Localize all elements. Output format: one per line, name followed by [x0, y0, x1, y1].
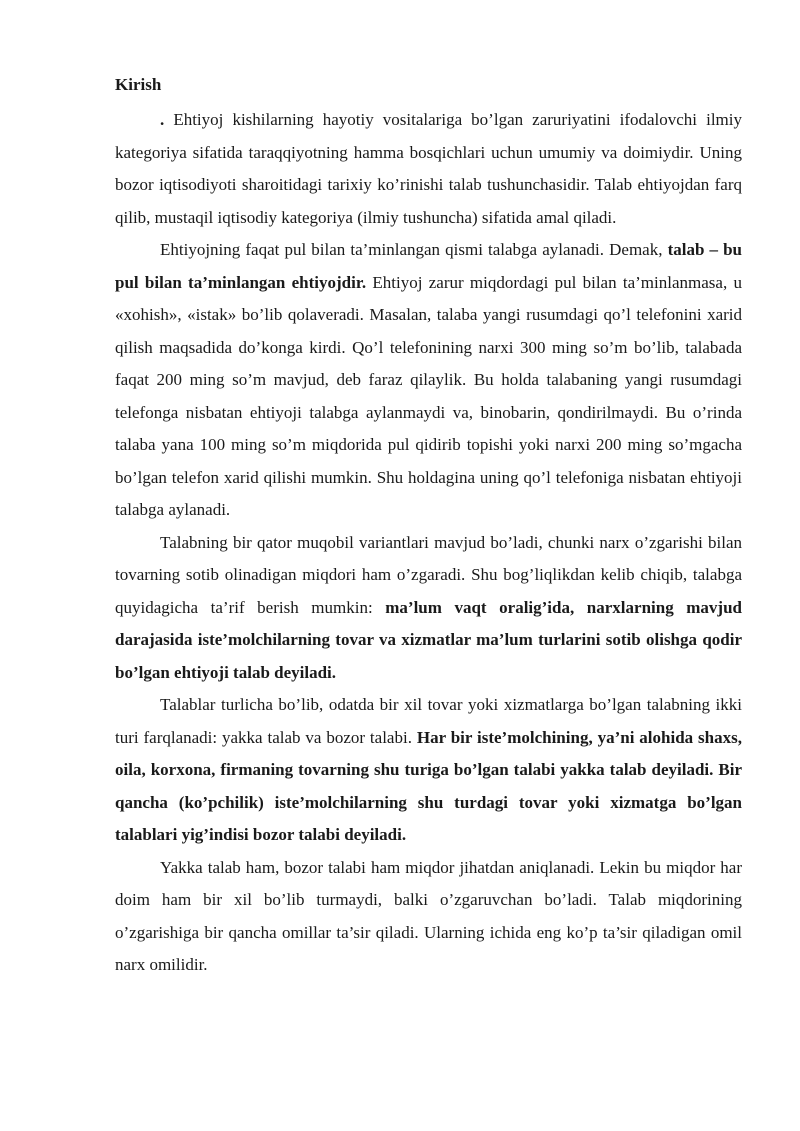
paragraph-1-text: Ehtiyoj kishilarning hayotiy vositalariga bo’lgan zaruriyatini ifodalovchi ilmiy kategoriya sifatida taraqqiyotning hamma bosqichlari uchun umumiy va doimiydir. Uning bozor iqtisodiyoti sharoitidagi tarixiy ko’rinishi talab tushunchasidir. Talab ehtiyojdan farq qilib, mustaqil iqtisodiy kategoriya (ilmiy tushuncha) sifatida amal qiladi. — [115, 110, 742, 227]
section-title: Kirish — [115, 75, 162, 94]
paragraph-1-marker: . — [160, 110, 174, 129]
paragraph-4-definition: Har bir iste’molchining, ya’ni alohida shaxs, oila, korxona, firmaning tovarning shu turiga bo’lgan talabi yakka talab deyiladi. Bir qancha (ko’pchilik) iste’molchilarning shu turdagi tovar yoki xizmatga bo’lgan talablari yig’indisi bozor talabi deyiladi. — [115, 727, 742, 844]
paragraph-3 — [115, 527, 742, 690]
paragraph-3-definition: ma’lum vaqt oralig’ida, narxlarning mavjud darajasida iste’molchilarning tovar va xizmatlar ma’lum turlarini sotib olishga qodir bo’lgan ehtiyoji talab deyiladi. — [115, 597, 742, 682]
document-page — [115, 74, 742, 982]
paragraph-2-definition: talab – bu pul bilan ta’minlangan ehtiyojdir. — [115, 240, 743, 292]
paragraph-2-text-b: Ehtiyoj zarur miqdordagi pul bilan ta’minlanmasa, u «xohish», «istak» bo’lib qolaveradi. Masalan, talaba yangi rusumdagi qo’l telefonini xarid qilish maqsadida do’konga kirdi. Qo’l telefonining narxi 300 ming so’m bo’lib, talabada faqat 200 ming so’m mavjud, deb faraz qilaylik. Bu holda talabaning yangi rusumdagi telefonga nisbatan ehtiyoji talabga aylanmaydi va, binobarin, qondirilmaydi. Bu o’rinda talaba yana 100 ming so’m miqdorida pul qidirib topishi yoki narxi 200 ming so’mgacha bo’lgan telefon xarid qilishi mumkin. Shu holdagina uning qo’l telefoniga nisbatan ehtiyoji talabga aylanadi. — [115, 272, 742, 519]
paragraph-4-text: Talablar turlicha bo’lib, odatda bir xil tovar yoki xizmatlarga bo’lgan talabning ikki turi farqlanadi: yakka talab va bozor talabi. — [115, 695, 742, 747]
paragraph-5-text: Yakka talab ham, bozor talabi ham miqdor jihatdan aniqlanadi. Lekin bu miqdor har doim ham bir xil bo’lib turmaydi, balki o’zgaruvchan bo’ladi. Talab miqdorining o’zgarishiga bir qancha omillar ta’sir qiladi. Ularning ichida eng ko’p ta’sir qiladigan omil narx omilidir. — [115, 857, 742, 974]
paragraph-1 — [115, 104, 742, 234]
paragraph-5 — [115, 852, 742, 982]
paragraph-3-text: Talabning bir qator muqobil variantlari mavjud bo’ladi, chunki narx o’zgarishi bilan tovarning sotib olinadigan miqdori ham o’zgaradi. Shu bog’liqlikdan kelib chiqib, talabga quyidagicha ta’rif berish mumkin: — [115, 532, 742, 617]
paragraph-2-text-a: Ehtiyojning faqat pul bilan ta’minlangan qismi talabga aylanadi. Demak, — [160, 240, 668, 259]
paragraph-4 — [115, 689, 742, 852]
paragraph-2 — [115, 234, 742, 527]
